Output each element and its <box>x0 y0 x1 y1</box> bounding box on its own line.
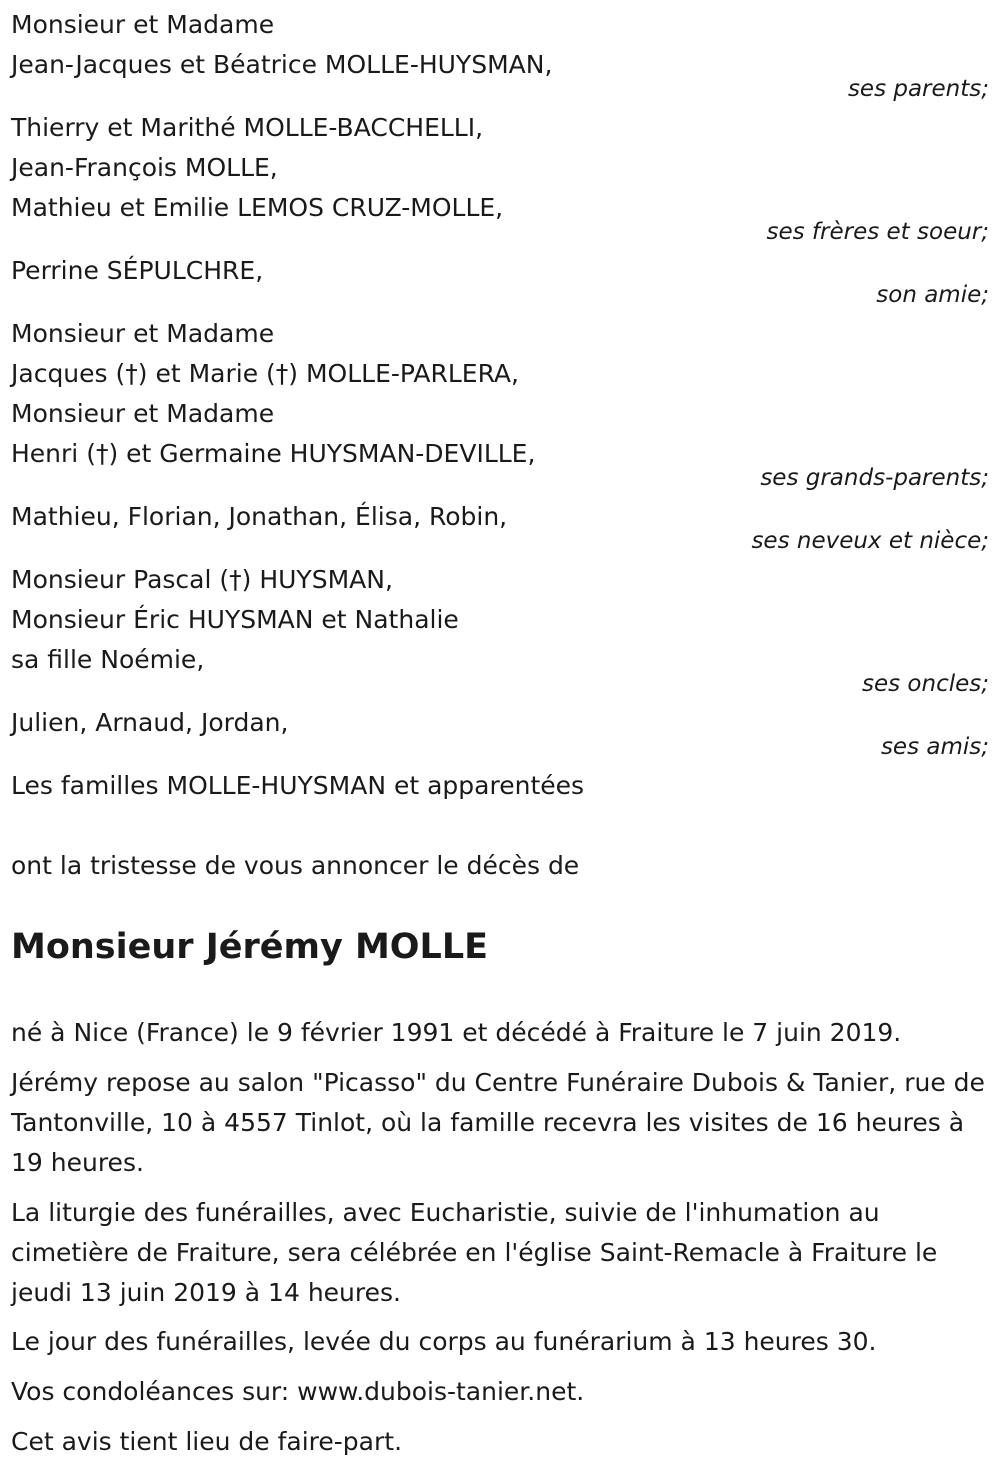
relation-label: ses amis; <box>880 734 989 760</box>
families-line: Les familles MOLLE-HUYSMAN et apparentées <box>11 771 585 800</box>
family-line: Monsieur et Madame <box>11 399 275 428</box>
family-line: Monsieur et Madame <box>11 319 275 348</box>
relation-label: ses parents; <box>847 76 989 102</box>
family-line: Jean-Jacques et Béatrice MOLLE-HUYSMAN, <box>11 50 553 79</box>
procession-paragraph: Le jour des funérailles, levée du corps au funérarium à 13 heures 30. <box>11 1327 877 1356</box>
announcement-text: ont la tristesse de vous annoncer le décès de <box>11 851 580 880</box>
family-line: sa fille Noémie, <box>11 645 205 674</box>
condolences-paragraph: Vos condoléances sur: www.dubois-tanier.net. <box>11 1377 585 1406</box>
family-line: Mathieu, Florian, Jonathan, Élisa, Robin, <box>11 502 508 531</box>
relation-label: ses neveux et nièce; <box>751 528 989 554</box>
visitation-paragraph: Jérémy repose au salon "Picasso" du Centre Funéraire Dubois & Tanier, rue de Tantonville, 10 à 4557 Tinlot, où la famille recevra les visites de 16 heures à 19 heures. <box>11 1068 985 1177</box>
relation-label: ses oncles; <box>862 671 989 697</box>
relation-label: ses grands-parents; <box>760 465 989 491</box>
family-line: Mathieu et Emilie LEMOS CRUZ-MOLLE, <box>11 193 504 222</box>
family-line: Thierry et Marithé MOLLE-BACCHELLI, <box>11 113 484 142</box>
family-line: Jean-François MOLLE, <box>11 153 278 182</box>
deceased-name: Monsieur Jérémy MOLLE <box>11 927 489 967</box>
notice-paragraph: Cet avis tient lieu de faire-part. <box>11 1427 403 1456</box>
family-line: Monsieur Éric HUYSMAN et Nathalie <box>11 605 459 634</box>
birth-death-paragraph: né à Nice (France) le 9 février 1991 et décédé à Fraiture le 7 juin 2019. <box>11 1018 902 1047</box>
family-line: Julien, Arnaud, Jordan, <box>11 708 289 737</box>
relation-label: ses frères et soeur; <box>766 219 989 245</box>
family-line: Henri (†) et Germaine HUYSMAN-DEVILLE, <box>11 439 536 468</box>
family-line: Jacques (†) et Marie (†) MOLLE-PARLERA, <box>11 359 519 388</box>
family-line: Monsieur et Madame <box>11 10 275 39</box>
liturgy-paragraph: La liturgie des funérailles, avec Eucharistie, suivie de l'inhumation au cimetière de Fraiture, sera célébrée en l'église Saint-Remacle à Fraiture le jeudi 13 juin 2019 à 14 heures. <box>11 1198 938 1307</box>
family-line: Perrine SÉPULCHRE, <box>11 256 264 285</box>
family-line: Monsieur Pascal (†) HUYSMAN, <box>11 565 393 594</box>
relation-label: son amie; <box>876 282 989 308</box>
